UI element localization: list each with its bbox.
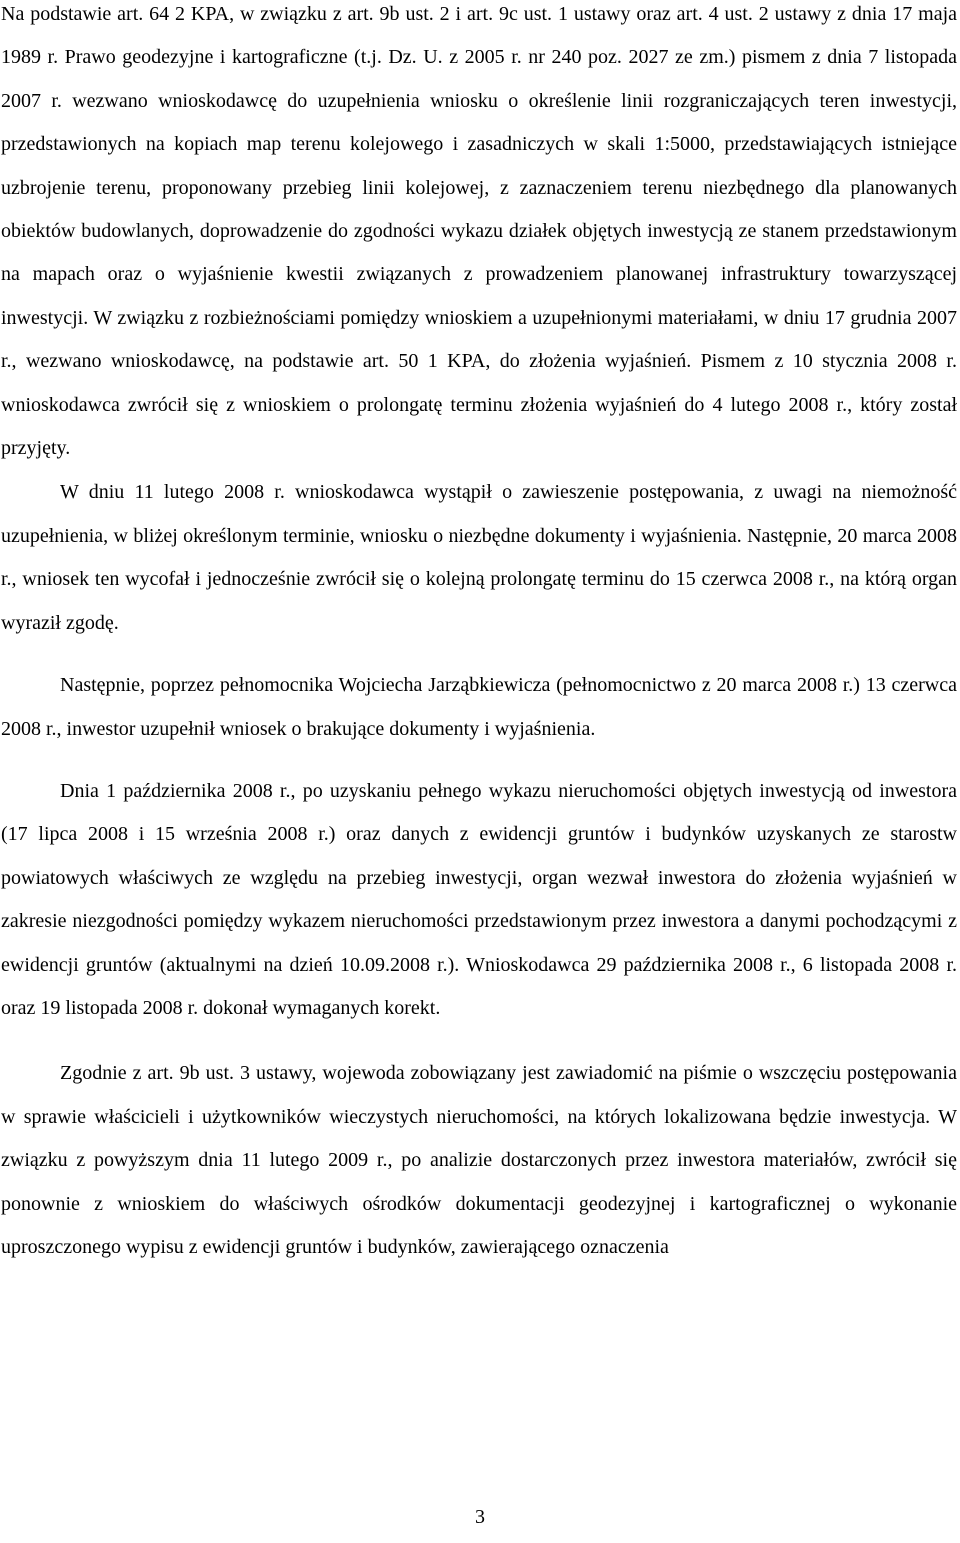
paragraph-2: W dniu 11 lutego 2008 r. wnioskodawca wystąpił o zawieszenie postępowania, z uwagi na niemożność uzupełnienia, w bliżej określonym terminie, wniosku o niezbędne dokumenty i wyjaśnienia. Następnie, 20 marca 2008 r., wniosek ten wycofał i jednocześnie zwrócił się o kolejną prolongatę terminu do 15 czerwca 2008 r., na którą organ wyraził zgodę. [1,481,957,634]
paragraph-1: Na podstawie art. 64 2 KPA, w związku z art. 9b ust. 2 i art. 9c ust. 1 ustawy oraz art. 4 ust. 2 ustawy z dnia 17 maja 1989 r. Prawo geodezyjne i kartograficzne (t.j. Dz. U. z 2005 r. nr 240 poz. 2027 ze zm.) pismem z dnia 7 listopada 2007 r. wezwano wnioskodawcę do uzupełnienia wniosku o określenie linii rozgraniczających teren inwestycji, przedstawionych na kopiach map terenu kolejowego i zasadniczych w skali 1:5000, przedstawiających istniejące uzbrojenie terenu, proponowany przebieg linii kolejowej, z zaznaczeniem terenu niezbędnego dla planowanych obiektów budowlanych, doprowadzenie do zgodności wykazu działek objętych inwestycją ze stanem przedstawionym na mapach oraz o wyjaśnienie kwestii związanych z prowadzeniem planowanej infrastruktury towarzyszącej inwestycji. W związku z rozbieżnościami pomiędzy wnioskiem a uzupełnionymi materiałami, w dniu 17 grudnia 2007 r., wezwano wnioskodawcę, na podstawie art. 50 1 KPA, do złożenia wyjaśnień. Pismem z 10 stycznia 2008 r. wnioskodawca zwrócił się z wnioskiem o prolongatę terminu złożenia wyjaśnień do 4 lutego 2008 r., który został przyjęty. [1,3,957,460]
paragraph-4: Dnia 1 października 2008 r., po uzyskaniu pełnego wykazu nieruchomości objętych inwestycją od inwestora (17 lipca 2008 i 15 września 2008 r.) oraz danych z ewidencji gruntów i budynków uzyskanych ze starostw powiatowych właściwych ze względu na przebieg inwestycji, organ wezwał inwestora do złożenia wyjaśnień w zakresie niezgodności pomiędzy wykazem nieruchomości przedstawionym przez inwestora a danymi pochodzącymi z ewidencji gruntów (aktualnymi na dzień 10.09.2008 r.). Wnioskodawca 29 października 2008 r., 6 listopada 2008 r. oraz 19 listopada 2008 r. dokonał wymaganych korekt. [1,779,957,1019]
page-number: 3 [475,1506,485,1528]
paragraph-5: Zgodnie z art. 9b ust. 3 ustawy, wojewoda zobowiązany jest zawiadomić na piśmie o wszczęciu postępowania w sprawie właścicieli i użytkowników wieczystych nieruchomości, na których lokalizowana będzie inwestycja. W związku z powyższym dnia 11 lutego 2009 r., po analizie dostarczonych przez inwestora materiałów, zwrócił się ponownie z wnioskiem do właściwych ośrodków dokumentacji geodezyjnej i kartograficznej o wykonanie uproszczonego wypisu z ewidencji gruntów i budynków, zawierającego oznaczenia [1,1062,957,1258]
paragraph-3: Następnie, poprzez pełnomocnika Wojciecha Jarząbkiewicza (pełnomocnictwo z 20 marca 2008 r.) 13 czerwca 2008 r., inwestor uzupełnił wniosek o brakujące dokumenty i wyjaśnienia. [1,674,957,740]
